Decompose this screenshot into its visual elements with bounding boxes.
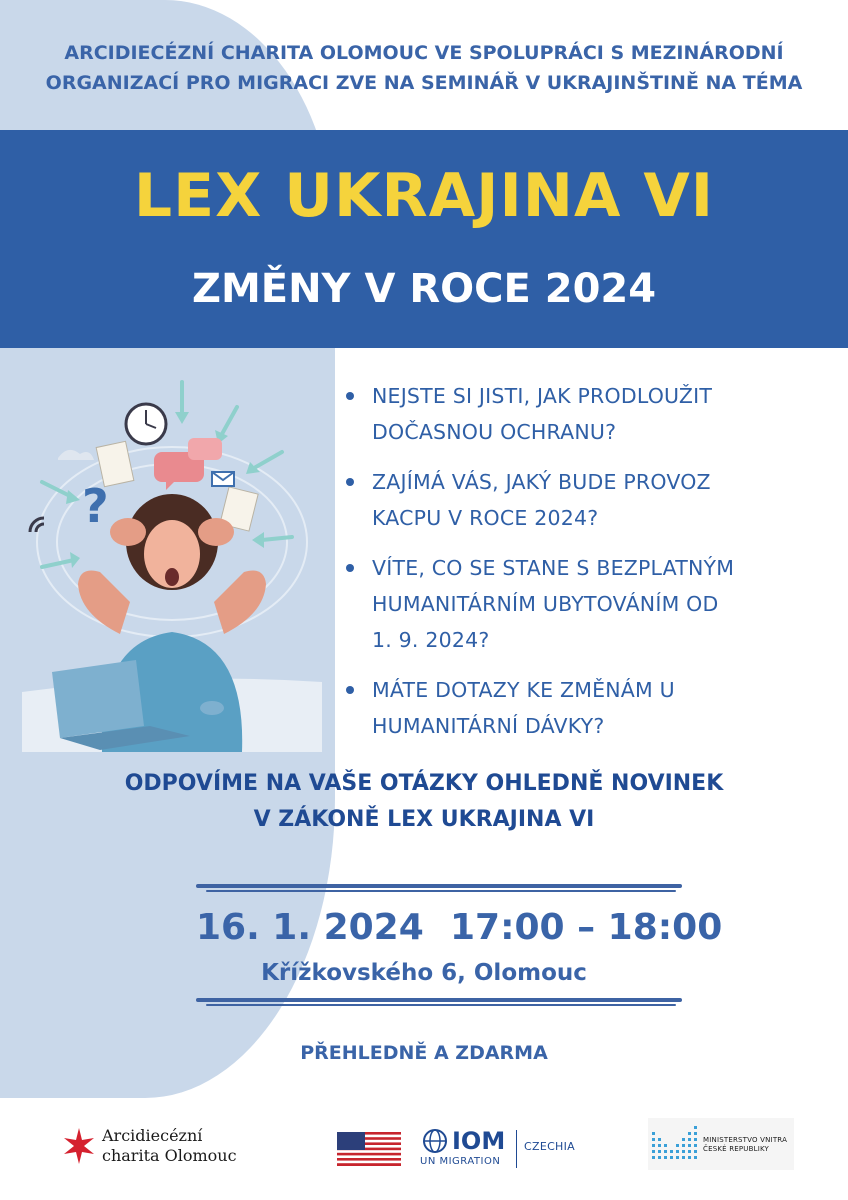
divider-bottom — [196, 998, 682, 1002]
bullet-icon — [346, 564, 354, 572]
bullet-icon — [346, 686, 354, 694]
page-subtitle: ZMĚNY V ROCE 2024 — [191, 266, 657, 312]
list-item — [340, 378, 820, 450]
bullet-icon — [346, 478, 354, 486]
ministry-logo — [648, 1118, 794, 1170]
iom-country: CZECHIA — [524, 1140, 575, 1153]
bullet-icon — [346, 392, 354, 400]
iom-sub: UN MIGRATION — [420, 1156, 501, 1167]
intro-line-2: ORGANIZACÍ PRO MIGRACI ZVE NA SEMINÁŘ V UKRAJINŠTINĚ NA TÉMA — [45, 72, 803, 94]
usa-flag-icon — [337, 1132, 401, 1166]
iom-globe-icon — [422, 1128, 448, 1154]
divider-top — [196, 884, 682, 888]
question-line: ZAJÍMÁ VÁS, JAKÝ BUDE PROVOZ — [372, 470, 711, 494]
event-place: Křížkovského 6, Olomouc — [261, 960, 587, 986]
question-line: VÍTE, CO SE STANE S BEZPLATNÝM — [372, 556, 735, 580]
ministry-line-1: MINISTERSTVO VNITRA — [703, 1136, 788, 1144]
answer-line-2: V ZÁKONĚ LEX UKRAJINA VI — [253, 807, 595, 832]
answer-line-1: ODPOVÍME NA VAŠE OTÁZKY OHLEDNĚ NOVINEK — [124, 771, 724, 796]
list-item — [340, 550, 820, 658]
list-item — [340, 672, 820, 744]
event-time: 17:00 – 18:00 — [450, 907, 723, 948]
charita-line-2: charita Olomouc — [102, 1146, 237, 1165]
page-title: LEX UKRAJINA VI — [133, 161, 715, 231]
svg-text:?: ? — [82, 479, 109, 533]
question-line: NEJSTE SI JISTI, JAK PRODLOUŽIT — [372, 384, 713, 408]
iom-name: IOM — [452, 1127, 506, 1155]
ministry-text — [703, 1136, 787, 1154]
question-line: 1. 9. 2024? — [372, 628, 490, 652]
question-line: HUMANITÁRNÍ DÁVKY? — [372, 714, 605, 738]
question-line: MÁTE DOTAZY KE ZMĚNÁM U — [372, 678, 675, 702]
charita-text — [102, 1126, 237, 1166]
question-line: DOČASNOU OCHRANU? — [372, 420, 617, 444]
answer-heading — [40, 766, 808, 838]
ministry-line-2: ČESKÉ REPUBLIKY — [703, 1145, 770, 1153]
divider-bottom-accent — [206, 1004, 676, 1006]
divider-top-accent — [206, 890, 676, 892]
free-note: PŘEHLEDNĚ A ZDARMA — [300, 1042, 548, 1064]
iom-logo — [420, 1128, 580, 1172]
question-line: HUMANITÁRNÍM UBYTOVÁNÍM OD — [372, 592, 719, 616]
charita-cross-icon — [62, 1126, 96, 1166]
iom-divider — [516, 1130, 517, 1168]
event-date: 16. 1. 2024 — [196, 907, 424, 948]
ministry-dots-icon — [652, 1126, 698, 1162]
intro-text — [20, 38, 828, 98]
charita-line-1: Arcidiecézní — [102, 1126, 203, 1145]
question-list — [340, 378, 820, 758]
question-line: KACPU V ROCE 2024? — [372, 506, 599, 530]
intro-line-1: ARCIDIECÉZNÍ CHARITA OLOMOUC VE SPOLUPRÁCI S MEZINÁRODNÍ — [64, 42, 784, 64]
list-item — [340, 464, 820, 536]
stressed-woman-illustration — [22, 372, 322, 752]
